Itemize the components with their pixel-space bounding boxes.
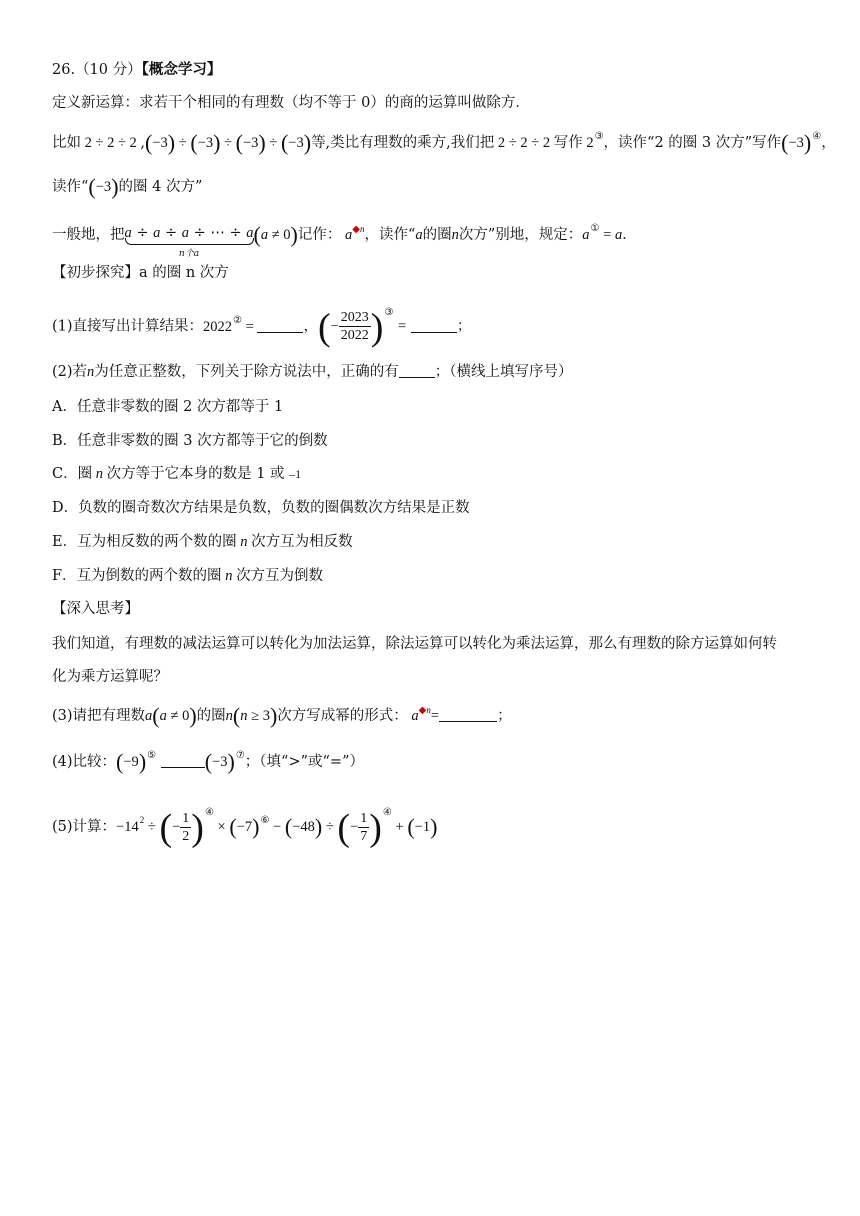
underbrace-label: n个a <box>178 249 200 259</box>
option-c-key: C． <box>52 466 78 482</box>
question-2: (2)若n为任意正整数，下列关于除方说法中，正确的有 ；（横线上填写序号） <box>52 364 573 380</box>
question-score: （10 分） <box>75 62 142 78</box>
expr-neg3-circle4: (−3)④ <box>781 130 822 155</box>
option-b <box>52 431 328 451</box>
example-text-5: ， <box>821 135 836 151</box>
option-b-text: 任意非零数的圈 3 次方都等于它的倒数 <box>77 433 328 449</box>
option-d-key: D． <box>52 500 79 516</box>
general-text-3: ，读作“ <box>364 227 416 243</box>
q1-answer-blank-1[interactable] <box>257 318 303 333</box>
section-concept-heading: 【概念学习】 <box>141 61 222 78</box>
expr-a-circle-n: $a^{◆n}$ <box>341 224 365 243</box>
q5-text-1: (5)计算： <box>52 818 117 835</box>
option-a-key: A． <box>52 399 77 415</box>
fraction-1-2: $\frac{1}{2}$ <box>182 811 190 844</box>
option-d <box>52 498 470 518</box>
section-initial-exploration: 【初步探究】a 的圈 n 次方 <box>52 265 229 281</box>
question-5 <box>52 806 438 849</box>
example-text-6: 读作“ <box>52 179 89 195</box>
option-f-key: F． <box>52 568 77 584</box>
q5-expression: $-14^2$ ÷ (− $\frac{1}{2}$ )④ × (−7)⑥ − (−48) ÷ (− $\frac{1}{7}$ )④ + (−1) <box>116 806 438 849</box>
expr-neg3-div-chain: (−3) ÷ (−3) ÷ (−3) ÷ (−3) <box>145 130 312 155</box>
example-line-2 <box>52 174 203 199</box>
option-e-text: 互为相反数的两个数的圈 <box>77 534 237 550</box>
example-text-4: ，读作“2 的圈 3 次方”写作 <box>603 135 782 151</box>
question-3: (3)请把有理数a(a ≠ 0)的圈n(n ≥ 3)次方写成幂的形式： $a^{◆n}=$ ； <box>52 703 512 728</box>
q4-answer-blank[interactable] <box>161 753 205 768</box>
expr-2div2div2: 2 ÷ 2 ÷ 2 <box>81 135 141 151</box>
q2-text-1: (2)若 <box>52 364 88 380</box>
option-a-text: 任意非零数的圈 2 次方都等于 1 <box>76 399 284 415</box>
q2-text-3: ；（横线上填写序号） <box>434 364 573 380</box>
expr-a-circle-n-q3: $a^{◆n}$ <box>407 705 431 724</box>
expr-neg3: (−3) <box>88 174 119 199</box>
q2-text-2: 为任意正整数，下列关于除方说法中，正确的有 <box>94 364 399 380</box>
option-c-tail: –1 <box>289 467 302 481</box>
q3-text-1: (3)请把有理数 <box>52 708 146 724</box>
option-d-text: 负数的圈奇数次方结果是负数，负数的圈偶数次方结果是正数 <box>78 500 470 516</box>
option-a <box>52 397 283 417</box>
q3-text-2: 的圈 <box>196 708 226 724</box>
q2-answer-blank[interactable] <box>399 363 435 378</box>
option-f-text-2: 次方互为倒数 <box>236 568 324 584</box>
expr-neg9-circle5: (−9)⑤ <box>116 749 157 774</box>
example-text-3: 写作 <box>553 135 583 151</box>
fraction-2023-2022 <box>339 309 371 344</box>
general-text-5: 次方”别地，规定： <box>458 227 583 243</box>
option-b-key: B． <box>52 433 78 449</box>
q1-label: (1)直接写出计算结果： <box>52 318 204 335</box>
question-header <box>52 60 221 80</box>
fraction-numerator: 2023 <box>340 310 369 325</box>
q3-answer-blank[interactable] <box>439 707 497 722</box>
option-e: E．互为相反数的两个数的圈 n 次方互为相反数 <box>52 534 353 550</box>
think-paragraph-line-2: 化为乘方运算呢？ <box>52 669 168 685</box>
fraction-1-7: $\frac{1}{7}$ <box>360 811 368 844</box>
question-number: 26. <box>52 62 76 78</box>
fraction-denominator: 2022 <box>340 328 369 343</box>
option-e-key: E． <box>52 534 78 550</box>
q3-text-3: 次方写成幂的形式： <box>277 708 408 724</box>
option-c-text-2: 次方等于它本身的数是 1 或 <box>106 466 285 482</box>
option-f: F．互为倒数的两个数的圈 n 次方互为倒数 <box>52 568 324 584</box>
definition-text: 定义新运算：求若干个相同的有理数（均不等于 0）的商的运算叫做除方． <box>52 95 530 111</box>
expr-a-circle1: a① = a <box>582 223 623 243</box>
q4-text-2: ；（填“>”或“=”） <box>244 754 364 770</box>
q1-answer-blank-2[interactable] <box>411 318 457 333</box>
option-e-text-2: 次方互为相反数 <box>251 534 353 550</box>
example-line: 比如 2 ÷ 2 ÷ 2 ,(−3) ÷ (−3) ÷ (−3) ÷ (−3)等,类比有理数的乘方,我们把 2 ÷ 2 ÷ 2 写作 2③，读作“2 的圈 3 次方”写作(−3)④， <box>52 130 836 155</box>
think-paragraph-line-1: 我们知道，有理数的减法运算可以转化为加法运算，除法运算可以转化为乘法运算，那么有理数的除方运算如何转 <box>52 636 777 652</box>
expr-neg3-circle7: (−3)⑦ <box>204 749 245 774</box>
section-deep-thinking: 【深入思考】 <box>52 601 139 617</box>
option-c-text: 圈 <box>77 466 93 482</box>
example-text-7: 的圈 4 次方” <box>118 179 203 195</box>
q4-text-1: (4)比较： <box>52 754 117 770</box>
option-f-text: 互为倒数的两个数的圈 <box>76 568 222 584</box>
general-line: 一般地，把a ÷ a ÷ a ÷ ⋯ ÷ a n个a (a ≠ 0)记作： $a^{◆n}$，读作“a的圈n次方”别地，规定：a① = a． <box>52 223 637 245</box>
general-text-4: 的圈 <box>422 227 452 243</box>
expr-2022-circle2: 2022② = <box>203 314 258 335</box>
example-text-1: 比如 <box>52 135 81 151</box>
general-text-2: 记作： <box>297 227 342 243</box>
question-4 <box>52 749 364 774</box>
example-text-2: 等,类比有理数的乘方,我们把 <box>311 135 495 151</box>
question-1: (1)直接写出计算结果：2022② = ，(− $\frac{2023}{2022}$ )③ = ； <box>52 306 472 349</box>
underbrace-expression: a ÷ a ÷ a ÷ ⋯ ÷ a n个a <box>125 223 254 243</box>
option-c: C．圈 n 次方等于它本身的数是 1 或 –1 <box>52 466 302 482</box>
general-text-1: 一般地，把 <box>52 227 125 243</box>
expr-2-circle3: 2③ <box>582 131 604 151</box>
expr-2div2div2-b: 2 ÷ 2 ÷ 2 <box>494 135 554 151</box>
